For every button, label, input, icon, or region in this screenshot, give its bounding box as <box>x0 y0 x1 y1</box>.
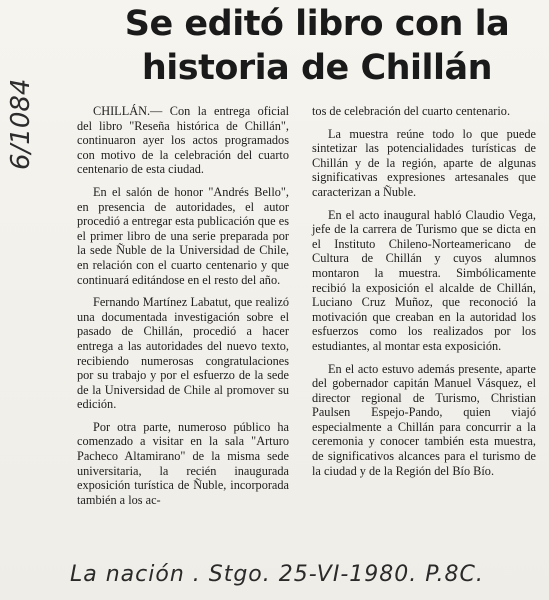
handwritten-source-note: La nación . Stgo. 25-VI-1980. P.8C. <box>70 562 484 587</box>
article-right-column <box>312 104 536 486</box>
article-paragraph: La muestra reúne todo lo que puede sintetizar las potencialidades turísticas de Chillán y de la región, aparte de algunas significativas expresiones artesanales que caracterizan a Ñuble. <box>312 126 536 199</box>
article-paragraph: En el salón de honor "Andrés Bello", en presencia de autoridades, el autor procedió a entregar esta publicación que es el primer libro de una serie preparada por la sede Ñuble de la Universidad de Chile, en relación con el cuarto centenario y que continuará editándose en el resto del año. <box>77 184 289 287</box>
article-paragraph: Por otra parte, numeroso público ha comenzado a visitar en la sala "Arturo Pacheco Altamirano" de la misma sede universitaria, la recién inaugurada exposición turística de Ñuble, incorporada también a los ac- <box>77 419 289 507</box>
headline-line-1: Se editó libro con la <box>124 4 510 44</box>
article-paragraph: En el acto estuvo además presente, aparte del gobernador capitán Manuel Vásquez, el director regional de Turismo, Christian Paulsen Espejo-Pando, quien viajó especialmente a Chillán para concurrir a la ceremonia y conocer también esta muestra, de significativos alcances para el turismo de la ciudad y de la Región del Bío Bío. <box>312 361 536 478</box>
article-left-column <box>77 104 289 515</box>
article-paragraph-continuation: tos de celebración del cuarto centenario. <box>312 104 511 118</box>
article-paragraph: En el acto inaugural habló Claudio Vega, jefe de la carrera de Turismo que se dicta en el Instituto Chileno-Norteamericano de Cultura de Chillán y cuyos alumnos montaron la muestra. Simbólicamente recibió la exposición el alcalde de Chillán, Luciano Cruz Muñoz, que reconoció la motivación que creaban en la autoridad los esfuerzos como los realizados por los estudiantes, al montar esta exposición. <box>312 207 536 353</box>
handwritten-side-note: 6/1084 <box>6 78 36 170</box>
article-paragraph: Fernando Martínez Labatut, que realizó una documentada investigación sobre el pasado de Chillán, procedió a hacer entrega a las autoridades del nuevo texto, recibiendo numerosas congratulaciones por su trabajo y por el esfuerzo de la sede de la Universidad de Chile al promover su edición. <box>77 295 289 412</box>
article-paragraph: CHILLÁN.— Con la entrega oficial del libro "Reseña histórica de Chillán", continuaron ayer los actos programados con motivo de la celebración del cuarto centenario de esta ciudad. <box>77 104 289 177</box>
article-headline <box>92 2 542 90</box>
headline-line-2: historia de Chillán <box>141 48 493 88</box>
